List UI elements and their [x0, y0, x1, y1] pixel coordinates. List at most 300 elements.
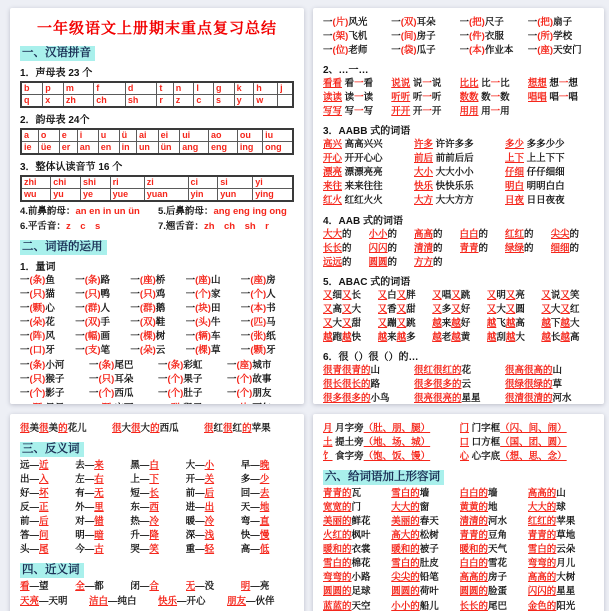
- word-item: 5.后鼻韵母：ang eng ing ong: [158, 206, 287, 217]
- word-item: 写写 写一写: [323, 106, 374, 118]
- pinyin-cell: ie: [21, 142, 38, 155]
- word-item: 雪白的棉花: [323, 558, 371, 570]
- word-item: 青青的草地: [527, 530, 576, 542]
- word-item: 明—暗: [75, 530, 104, 542]
- word-item: 红红的: [505, 228, 534, 240]
- word-item: 暖和的被子: [391, 544, 439, 556]
- word-item: 很红很红的花: [414, 364, 472, 376]
- word-item: 高兴 高高兴兴: [323, 139, 383, 151]
- word-grid: [20, 459, 294, 557]
- word-item: 一(架)飞机: [323, 31, 368, 43]
- section-label: 1．量词: [20, 262, 56, 274]
- word-item: 美丽的鲜花: [323, 516, 371, 528]
- word-item: 全—都: [75, 581, 104, 593]
- section-header: [20, 237, 294, 255]
- section-label: 5．ABAC 式的词语: [323, 276, 411, 288]
- word-item: 方方的: [414, 256, 443, 268]
- word-item: 红红的苹果: [527, 516, 576, 528]
- word-item: 升—降: [130, 530, 159, 542]
- word-item: 大—小: [185, 460, 215, 472]
- pinyin-cell: wu: [21, 189, 51, 202]
- pinyin-cell: d: [125, 82, 157, 95]
- section-header-highlight: 一、汉语拼音: [20, 46, 95, 61]
- pinyin-cell: f: [94, 82, 126, 95]
- pinyin-cell: zh: [63, 95, 93, 108]
- pinyin-cell: zi: [144, 176, 188, 189]
- word-item: 看—望: [20, 581, 49, 593]
- pinyin-cell: y: [234, 95, 254, 108]
- pinyin-table-row: [21, 176, 293, 189]
- pinyin-cell: yu: [51, 189, 81, 202]
- word-item: 很美很美的花儿: [20, 423, 87, 434]
- page-title: 一年级语文上册期末重点复习总结: [36, 20, 277, 37]
- pinyin-cell: p: [43, 82, 64, 95]
- word-item: 火红的枫叶: [323, 530, 371, 542]
- word-item: 宽宽的门: [323, 502, 362, 514]
- word-item: 青青的瓦: [323, 488, 362, 500]
- word-item: 对—错: [75, 516, 104, 528]
- word-item: 很青很青的山: [323, 364, 381, 376]
- word-item: 说说 说一说: [391, 78, 442, 90]
- word-item: [227, 402, 294, 404]
- word-item: 无—没: [185, 581, 215, 593]
- word-item: 很清很清的河水: [505, 392, 572, 404]
- pinyin-cell: n: [173, 82, 194, 95]
- pinyin-cell: iu: [263, 129, 293, 142]
- word-item: 大大的窗: [391, 502, 430, 514]
- word-item: 前—后: [20, 516, 49, 528]
- word-item: 有—无: [75, 488, 104, 500]
- section-header: [20, 560, 294, 578]
- word-item: 上—下: [130, 474, 159, 486]
- word-item: 一(座)天安门: [527, 45, 582, 57]
- word-item: 弯弯的月儿: [527, 558, 576, 570]
- word-item: 一(块)田: [185, 303, 221, 315]
- word-item: 天—地: [240, 502, 270, 514]
- word-item: 一(颗)心: [20, 303, 55, 315]
- word-item: 一(支)笔: [75, 345, 111, 357]
- word-item: 一(间)房子: [391, 31, 436, 43]
- word-item: 用用 用一用: [459, 106, 510, 118]
- pinyin-table-row: [21, 95, 293, 108]
- word-item: 大小 大大小小: [414, 167, 474, 179]
- word-item: 又高又大: [323, 303, 362, 315]
- pinyin-cell: ün: [158, 142, 180, 155]
- word-item: 洁白—纯白: [89, 596, 137, 608]
- word-item: 青青的豆角: [459, 530, 508, 542]
- section-label: 3．AABB 式的词语: [323, 126, 411, 138]
- word-grid: [323, 289, 594, 345]
- word-item: 一(本)书: [240, 303, 276, 315]
- word-grid: [20, 595, 294, 609]
- word-item: 圆圆的荷叶: [391, 586, 439, 598]
- word-item: 很绿很绿的草: [505, 378, 563, 390]
- word-item: 又大又圆: [486, 303, 525, 315]
- word-item: 一(个)故事: [227, 374, 272, 386]
- pinyin-cell: yuan: [144, 189, 188, 202]
- word-item: 又香又甜: [377, 303, 416, 315]
- word-item: 重—轻: [185, 544, 215, 556]
- word-item: 闪闪的: [368, 242, 398, 254]
- pinyin-cell: yin: [188, 189, 218, 202]
- word-item: 远远的: [323, 256, 352, 268]
- word-item: 快乐—开心: [158, 596, 206, 608]
- word-item: 越下越大: [541, 317, 580, 329]
- word-item: 黄黄的地: [459, 502, 498, 514]
- word-item: 越来越好: [432, 317, 471, 329]
- word-item: 白白的: [459, 228, 489, 240]
- pinyin-cell: yi: [253, 176, 293, 189]
- word-item: 一(朵)云: [130, 345, 166, 357]
- word-item: 一(只)鸭: [75, 289, 111, 301]
- word-item: 反—正: [20, 502, 49, 514]
- word-item: 细细的: [550, 242, 580, 254]
- word-item: 一(头)牛: [185, 317, 221, 329]
- word-grid: [323, 16, 594, 58]
- pinyin-cell: [278, 95, 293, 108]
- pinyin-cell: ui: [180, 129, 209, 142]
- pinyin-cell: in: [119, 142, 136, 155]
- pinyin-cell: z: [173, 95, 194, 108]
- word-item: 一(只)猫: [20, 289, 55, 301]
- word-item: 看看 看一看: [323, 78, 374, 90]
- word-item: 前后 前前后后: [414, 153, 474, 165]
- word-item: 快—慢: [240, 530, 270, 542]
- section-label: 1．声母表 23 个: [20, 68, 93, 79]
- pinyin-cell: un: [136, 142, 158, 155]
- word-item: 小小的船儿: [391, 600, 439, 611]
- pinyin-cell: ci: [188, 176, 218, 189]
- word-item: 心 心字底（想、思、念）: [459, 451, 567, 463]
- word-item: 土 提土旁（地、场、城）: [323, 437, 431, 449]
- pinyin-cell: ri: [110, 176, 144, 189]
- word-item: 一(座)城市: [227, 360, 272, 372]
- pinyin-table-row: [21, 82, 293, 95]
- pinyin-cell: ou: [237, 129, 262, 142]
- word-grid: [20, 359, 294, 404]
- word-item: 又大又红: [541, 303, 580, 315]
- word-item: 一(匹)马: [240, 317, 276, 329]
- word-item: 又说又笑: [541, 289, 580, 301]
- word-item: 读读 读一读: [323, 92, 374, 104]
- word-item: 一(个)朋友: [227, 388, 272, 400]
- word-item: 一(件)衣服: [459, 31, 504, 43]
- word-item: 一(群)人: [75, 303, 111, 315]
- word-item: 越来越多: [377, 331, 416, 343]
- pinyin-cell: r: [157, 95, 173, 108]
- pinyin-cell: si: [218, 176, 253, 189]
- word-item: 很红很红的苹果: [204, 423, 271, 434]
- word-item: 一(群)鹅: [130, 303, 166, 315]
- word-item: 一(双)手: [75, 317, 111, 329]
- word-grid: [323, 228, 594, 270]
- word-item: 黑—白: [130, 460, 159, 472]
- word-item: 一(只)耳朵: [89, 374, 134, 386]
- word-item: 很高很高的山: [505, 364, 563, 376]
- word-item: 日夜 日日夜夜: [505, 195, 565, 207]
- word-item: 朋友—伙伴: [227, 596, 275, 608]
- word-item: 一(朵)花: [20, 317, 55, 329]
- word-grid: [323, 77, 594, 119]
- word-item: 又白又胖: [377, 289, 416, 301]
- word-item: 快乐 快快乐乐: [414, 181, 474, 193]
- pinyin-cell: w: [254, 95, 278, 108]
- word-item: 深—浅: [185, 530, 215, 542]
- pinyin-cell: j: [278, 82, 293, 95]
- word-item: 很多很多的小鸟: [323, 392, 390, 404]
- word-item: 很大很大的西瓜: [112, 423, 179, 434]
- word-item: 仔细 仔仔细细: [505, 167, 565, 179]
- whole-syllables-table: [20, 175, 294, 202]
- word-item: 绿绿的: [505, 242, 534, 254]
- word-item: 弯—直: [240, 516, 270, 528]
- word-item: 美丽的春天: [391, 516, 439, 528]
- word-grid: [20, 220, 294, 234]
- word-item: 多少 多多少少: [505, 139, 565, 151]
- word-item: [89, 402, 156, 404]
- word-item: 一(条)路: [75, 275, 111, 287]
- section-header: [20, 439, 294, 457]
- pinyin-cell: u: [98, 129, 119, 142]
- word-item: 一(个)果子: [158, 374, 203, 386]
- word-item: 远—近: [20, 460, 49, 472]
- pinyin-table-row: [21, 129, 293, 142]
- word-item: 一(个)人: [240, 289, 276, 301]
- pinyin-cell: en: [98, 142, 119, 155]
- word-item: 一(条)彩虹: [158, 360, 203, 372]
- word-item: 暖和的天气: [459, 544, 508, 556]
- word-item: 又明又亮: [486, 289, 525, 301]
- word-item: 一(只)鸡: [130, 289, 166, 301]
- word-item: 尖尖的: [550, 228, 580, 240]
- pinyin-cell: ying: [253, 189, 293, 202]
- word-item: 东—西: [130, 502, 159, 514]
- pinyin-cell: zhi: [21, 176, 51, 189]
- word-item: 一(棵)树: [130, 331, 166, 343]
- pinyin-cell: chi: [51, 176, 81, 189]
- pinyin-cell: e: [59, 129, 77, 142]
- word-item: 一(片)风光: [323, 17, 368, 28]
- word-item: 听听 听一听: [391, 92, 442, 104]
- word-item: 又细又长: [323, 289, 362, 301]
- word-item: 漂亮 漂漂亮亮: [323, 167, 383, 179]
- word-item: 门 门字框（闪、间、闹）: [459, 423, 567, 434]
- word-item: 金色的阳光: [527, 600, 576, 611]
- word-item: 越刮越大: [486, 331, 525, 343]
- word-item: 高高的山: [527, 488, 566, 500]
- pinyin-cell: ch: [94, 95, 126, 108]
- word-item: 越跑越快: [323, 331, 362, 343]
- word-item: 一(幅)画: [75, 331, 111, 343]
- word-item: 青青的: [459, 242, 489, 254]
- word-item: 暖—冷: [185, 516, 215, 528]
- pinyin-cell: yun: [218, 189, 253, 202]
- word-item: 许多 许许多多: [414, 139, 474, 151]
- word-item: 开—关: [185, 474, 215, 486]
- word-item: 上下 上上下下: [505, 153, 565, 165]
- word-item: 暖和的衣裳: [323, 544, 371, 556]
- word-item: 进—出: [185, 502, 215, 514]
- page-2: [313, 8, 604, 404]
- pinyin-cell: b: [21, 82, 43, 95]
- word-item: 一(把)尺子: [459, 17, 504, 28]
- word-item: 明—亮: [240, 581, 270, 593]
- section-label: 2、…一…: [323, 65, 369, 77]
- section-header: [323, 467, 594, 485]
- section-header-highlight: 二、词语的运用: [20, 240, 107, 255]
- word-item: 一(个)家: [185, 289, 221, 301]
- word-item: 一(座)桥: [130, 275, 166, 287]
- word-item: 越飞越高: [486, 317, 525, 329]
- word-item: 出—入: [20, 474, 49, 486]
- pinyin-cell: shi: [80, 176, 110, 189]
- pinyin-cell: er: [59, 142, 77, 155]
- word-item: 很多很多的云: [414, 378, 472, 390]
- word-item: 4.前鼻韵母：an en in un ün: [20, 206, 140, 217]
- pinyin-cell: ang: [180, 142, 209, 155]
- word-item: 比比 比一比: [459, 78, 510, 90]
- pinyin-cell: ei: [158, 129, 180, 142]
- pinyin-cell: an: [77, 142, 98, 155]
- word-item: 圆圆的脸蛋: [459, 586, 508, 598]
- word-item: 数数 数一数: [459, 92, 510, 104]
- word-item: 一(颗)牙: [240, 345, 276, 357]
- finals-table: [20, 128, 294, 155]
- pinyin-cell: o: [38, 129, 59, 142]
- word-item: 天亮—天明: [20, 596, 68, 608]
- word-item: 小小的: [368, 228, 398, 240]
- pinyin-table-row: [21, 142, 293, 155]
- word-item: 开开 开一开: [391, 106, 442, 118]
- section-label: 2．韵母表 24个: [20, 115, 90, 126]
- pinyin-table-row: [21, 189, 293, 202]
- word-item: 雪白的云朵: [527, 544, 576, 556]
- word-item: 大大的球: [527, 502, 566, 514]
- pinyin-cell: q: [21, 95, 43, 108]
- word-item: 一(双)耳朵: [391, 17, 436, 28]
- pinyin-cell: ai: [136, 129, 158, 142]
- pinyin-cell: i: [77, 129, 98, 142]
- word-grid: [323, 487, 594, 611]
- word-item: 高大的松树: [391, 530, 439, 542]
- pinyin-cell: üe: [38, 142, 59, 155]
- section-label: 4．AAB 式的词语: [323, 215, 404, 227]
- word-item: 圆圆的足球: [323, 586, 371, 598]
- word-item: 今—古: [75, 544, 104, 556]
- word-item: 清清的河水: [459, 516, 508, 528]
- word-item: 红火 红红火火: [323, 195, 383, 207]
- word-item: [158, 402, 225, 404]
- word-item: 一(只)猴子: [20, 374, 65, 386]
- word-item: 又多又好: [432, 303, 471, 315]
- word-item: 一(条)鱼: [20, 275, 55, 287]
- word-item: 高高的大树: [527, 572, 576, 584]
- word-item: 一(袋)瓜子: [391, 45, 436, 57]
- word-grid: [323, 422, 594, 464]
- page-4: [313, 414, 604, 611]
- word-item: 一(个)西瓜: [89, 388, 134, 400]
- pinyin-cell: g: [213, 82, 234, 95]
- word-item: 越长越高: [541, 331, 580, 343]
- word-item: 回—去: [240, 488, 270, 500]
- word-item: 闪闪的星星: [527, 586, 576, 598]
- word-item: 一(个)影子: [20, 388, 65, 400]
- section-label: 6．很（）很（）的…: [323, 351, 419, 363]
- pinyin-cell: yue: [110, 189, 144, 202]
- word-item: 又大又甜: [323, 317, 362, 329]
- word-item: 左—右: [75, 474, 104, 486]
- word-item: 一(条)小河: [20, 360, 65, 372]
- word-item: 高—低: [240, 544, 270, 556]
- word-item: 又蹦又跳: [377, 317, 416, 329]
- word-item: 又唱又跳: [432, 289, 471, 301]
- word-item: 弯弯的小路: [323, 572, 371, 584]
- word-grid: [20, 205, 294, 219]
- word-item: 白白的雪花: [459, 558, 508, 570]
- pinyin-cell: sh: [125, 95, 157, 108]
- pinyin-cell: s: [213, 95, 234, 108]
- pinyin-cell: ü: [119, 129, 136, 142]
- page-3: [10, 414, 304, 611]
- word-item: 尖尖的铅笔: [391, 572, 439, 584]
- word-item: 一(棵)草: [185, 345, 221, 357]
- page-1: [10, 8, 304, 404]
- word-item: 饣 食字旁（饱、饭、馒）: [323, 451, 431, 463]
- word-grid: [20, 422, 294, 436]
- word-item: 白白的墙: [459, 488, 498, 500]
- word-item: 很亮很亮的星星: [414, 392, 481, 404]
- word-item: 长长的尾巴: [459, 600, 508, 611]
- pinyin-cell: m: [63, 82, 93, 95]
- word-item: 雪白的墙: [391, 488, 430, 500]
- word-grid: [20, 580, 294, 594]
- section-header-highlight: 四、近义词: [20, 563, 84, 578]
- pinyin-cell: t: [157, 82, 173, 95]
- word-item: 高高的房子: [459, 572, 508, 584]
- word-item: 月 月字旁（肚、朋、腿）: [323, 423, 431, 434]
- pinyin-cell: k: [234, 82, 254, 95]
- pinyin-cell: h: [254, 82, 278, 95]
- section-header: [20, 43, 294, 61]
- pinyin-cell: eng: [209, 142, 238, 155]
- word-item: 一(座)山: [185, 275, 221, 287]
- initials-table: [20, 81, 294, 108]
- word-item: 一(辆)车: [185, 331, 221, 343]
- word-item: 一(位)老师: [323, 45, 368, 57]
- word-grid: [323, 364, 594, 404]
- word-grid: [323, 138, 594, 208]
- word-item: 7.翘舌音：zh ch sh r: [158, 221, 269, 233]
- word-item: 热—冷: [130, 516, 159, 528]
- word-item: 口 口方框（国、团、圆）: [459, 437, 567, 449]
- pinyin-cell: ao: [209, 129, 238, 142]
- pinyin-cell: x: [43, 95, 64, 108]
- word-item: 头—尾: [20, 544, 49, 556]
- word-item: 一(双)鞋: [130, 317, 166, 329]
- word-item: 雪白的肚皮: [391, 558, 439, 570]
- word-item: 圆圆的: [368, 256, 398, 268]
- word-item: 短—长: [130, 488, 159, 500]
- word-item: 一(座)房: [240, 275, 276, 287]
- word-item: 去—来: [75, 460, 104, 472]
- word-item: 闭—合: [130, 581, 159, 593]
- word-item: 大大的: [323, 228, 352, 240]
- word-item: 6.平舌音：z c s: [20, 221, 101, 233]
- word-item: 来往 来来往往: [323, 181, 383, 193]
- word-item: 哭—笑: [130, 544, 159, 556]
- word-item: 一(本)作业本: [459, 45, 514, 57]
- word-item: 一(口)牙: [20, 345, 55, 357]
